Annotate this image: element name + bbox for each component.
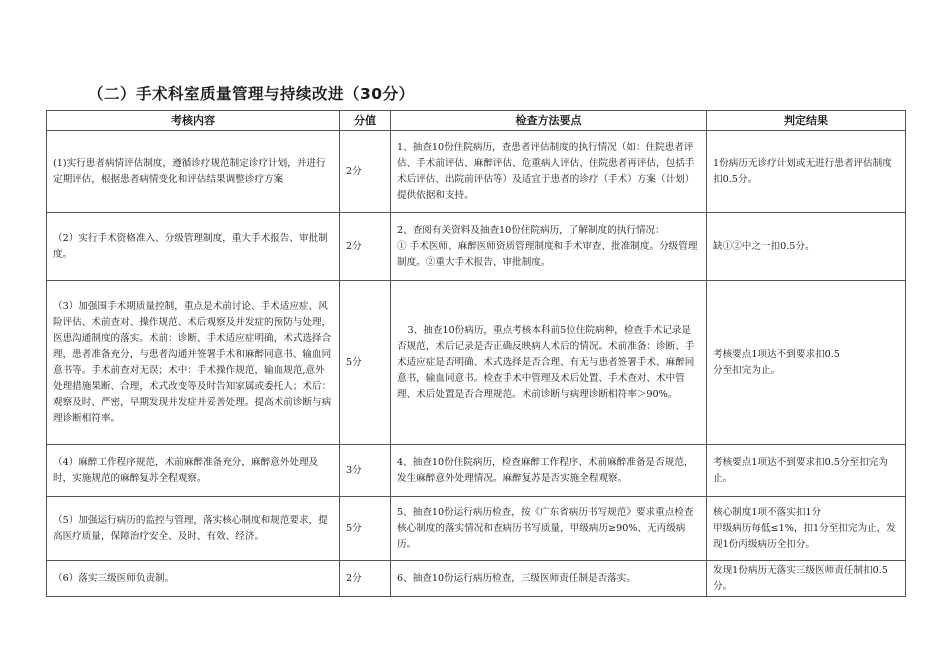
page-title: （二）手术科室质量管理与持续改进（30分） (88, 85, 415, 103)
cell-score: 5分 (340, 497, 391, 561)
cell-result: 1份病历无诊疗计划或无进行患者评估制度扣0.5分。 (707, 131, 906, 213)
cell-method: 4、抽查10份住院病历，检查麻醉工作程序、术前麻醉准备是否规范，发生麻醉意外处理情况。麻醉复苏是否实施全程观察。 (391, 445, 707, 497)
cell-score: 3分 (340, 445, 391, 497)
table-row (47, 445, 906, 497)
table-row (47, 213, 906, 281)
cell-result: 考核要点1项达不到要求扣0.5分至扣完为止。 (707, 445, 906, 497)
cell-content: （3）加强围手术期质量控制，重点是术前讨论、手术适应症、风险评估、术前查对、操作规范、术后观察及并发症的预防与处理，医患沟通制度的落实。术前：诊断、手术适应症明确，术式选择合理，患者准备充分，与患者沟通并签署手术和麻醉同意书、输血同意书等。手术前查对无误；术中：手术操作规范，输血规范,意外处理措施果断、合理，术式改变等及时告知家属或委托人；术后：观察及时、严密，早期发现并发症并妥善处理。提高术前诊断与病理诊断相符率。 (47, 281, 340, 445)
header-score: 分值 (340, 111, 391, 131)
cell-score: 5分 (340, 281, 391, 445)
assessment-table (46, 110, 906, 597)
cell-score: 2分 (340, 561, 391, 597)
cell-method: 6、抽查10份运行病历检查，三级医师责任制是否落实。 (391, 561, 707, 597)
cell-score: 2分 (340, 131, 391, 213)
cell-method: 1、抽查10份住院病历，查患者评估制度的执行情况（如：住院患者评估、手术前评估、麻醉评估、危重病人评估、住院患者再评估，包括手术后评估、出院前评估等）及适宜于患者的诊疗（手术）方案（计划）提供依据和支持。 (391, 131, 707, 213)
header-result: 判定结果 (707, 111, 906, 131)
table-row (47, 561, 906, 597)
header-content: 考核内容 (47, 111, 340, 131)
cell-result: 考核要点1项达不到要求扣0.5 分至扣完为止。 (707, 281, 906, 445)
table-row (47, 497, 906, 561)
cell-content: （5）加强运行病历的监控与管理，落实核心制度和规范要求，提高医疗质量，保障治疗安全、及时、有效、经济。 (47, 497, 340, 561)
cell-result: 发现1份病历无落实三级医师责任制扣0.5分。 (707, 561, 906, 597)
cell-content: (1)实行患者病情评估制度，遵循诊疗规范制定诊疗计划，并进行定期评估，根据患者病情变化和评估结果调整诊疗方案 (47, 131, 340, 213)
cell-result: 缺①②中之一扣0.5分。 (707, 213, 906, 281)
table-header-row (47, 111, 906, 131)
table-row (47, 131, 906, 213)
cell-method: 5、抽查10份运行病历检查，按《广东省病历书写规范》要求重点检查核心制度的落实情况和查病历书写质量，甲级病历≥90%、无丙级病历。 (391, 497, 707, 561)
cell-content: （6）落实三级医师负责制。 (47, 561, 340, 597)
header-method: 检查方法要点 (391, 111, 707, 131)
cell-content: （2）实行手术资格准入、分级管理制度，重大手术报告、审批制度。 (47, 213, 340, 281)
cell-method: 3、抽查10份病历，重点考核本科前5位住院病种，检查手术记录是否规范，术后记录是否正确反映病人术后的情况。术前准备：诊断、手术适应症是否明确、术式选择是否合理、有无与患者签署手术、麻醉同意书，输血同意书。检查手术中管理及术后处置、手术查对、术中管理、术后处置是否合理规范。术前诊断与病理诊断相符率＞90%。 (391, 281, 707, 445)
cell-result: 核心制度1项不落实扣1分 甲级病历每低≤1%，扣1分至扣完为止，发现1份丙级病历全扣分。 (707, 497, 906, 561)
cell-content: （4）麻醉工作程序规范，术前麻醉准备充分，麻醉意外处理及时，实施规范的麻醉复苏全程观察。 (47, 445, 340, 497)
cell-score: 2分 (340, 213, 391, 281)
table-row (47, 281, 906, 445)
cell-method: 2、查阅有关资料及抽查10份住院病历，了解制度的执行情况： ① 手术医师、麻醉医师资质管理制度和手术审查、批准制度。分级管理制度。②重大手术报告、审批制度。 (391, 213, 707, 281)
